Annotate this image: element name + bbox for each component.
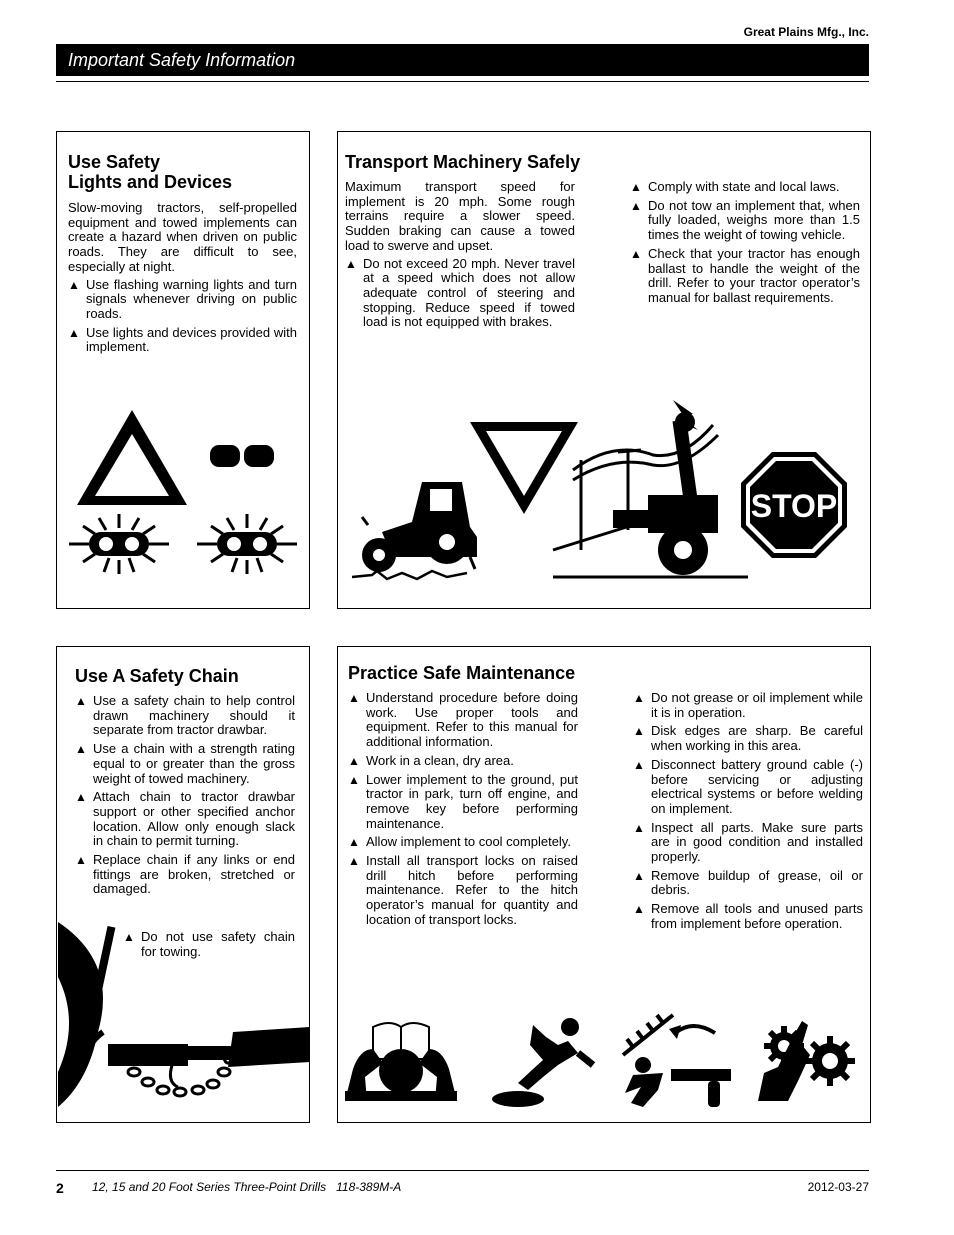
stop-sign-text: STOP	[750, 488, 838, 524]
maintenance-bullet: ▲ Understand procedure before doing work. Use proper tools and equipment. Refer to this manual for additional information.	[348, 691, 578, 750]
lights-bullet: ▲ Use flashing warning lights and turn signals whenever driving on public roads.	[68, 278, 297, 322]
transport-bullet: ▲ Do not exceed 20 mph. Never travel at a speed which does not allow adequate control of steering and stopping. Reduce speed if towed load is not equipped with brakes.	[345, 257, 575, 331]
chain-bullet: ▲ Replace chain if any links or end fittings are broken, stretched or damaged.	[75, 853, 295, 897]
section-banner: Important Safety Information	[56, 44, 869, 76]
maintenance-bullet: ▲ Lower implement to the ground, put tractor in park, turn off engine, and remove key before performing maintenance.	[348, 773, 578, 832]
safety-chain-hitch-icon	[58, 922, 310, 1107]
maintenance-bullet: ▲ Install all transport locks on raised drill hitch before performing maintenance. Refer to the hitch operator’s manual for quantity and location of transport locks.	[348, 854, 578, 928]
transport-title: Transport Machinery Safely	[345, 152, 581, 172]
banner-rule	[56, 81, 869, 82]
chain-bullet: ▲ Do not use safety chain for towing.	[123, 930, 295, 959]
transport-intro: Maximum transport speed for implement is 20 mph. Some rough terrains require a slower speed. Sudden braking can cause a towed load to swerve and upset.	[345, 179, 575, 253]
powerline-hazard-icon	[553, 400, 748, 580]
chain-bullet: ▲ Use a chain with a strength rating equal to or greater than the gross weight of towed machinery.	[75, 742, 295, 786]
maintenance-section	[337, 646, 871, 1123]
lights-title-line2: Lights and Devices	[68, 172, 233, 192]
read-manual-icon	[345, 1019, 457, 1101]
transport-section	[337, 131, 871, 609]
maintenance-bullet: ▲ Allow implement to cool completely.	[348, 835, 578, 850]
smv-triangle-icon	[77, 410, 187, 505]
company-name: Great Plains Mfg., Inc.	[743, 25, 869, 39]
maintenance-title: Practice Safe Maintenance	[348, 663, 576, 683]
lights-title-line1: Use Safety	[68, 152, 161, 172]
publication-date: 2012-03-27	[807, 1180, 869, 1194]
lights-section	[56, 131, 310, 609]
chain-section	[56, 646, 310, 1123]
lights-intro: Slow-moving tractors, self-propelled equipment and towed implements can create a hazard when driven on public roads. They are difficult to see, especially at night.	[68, 200, 297, 274]
page-number: 2	[56, 1180, 64, 1196]
lamp-pair-icon	[210, 445, 274, 467]
maintenance-bullet: ▲ Work in a clean, dry area.	[348, 754, 578, 769]
maintenance-bullet: ▲ Disconnect battery ground cable (-) before servicing or adjusting electrical systems or before welding on implement.	[633, 758, 863, 817]
tractor-icon	[352, 477, 477, 582]
slip-hazard-icon	[488, 1015, 598, 1107]
flashing-light-icon	[197, 514, 297, 574]
maintenance-bullet: ▲ Disk edges are sharp. Be careful when working in this area.	[633, 724, 863, 753]
lights-bullet: ▲ Use lights and devices provided with implement.	[68, 326, 297, 355]
transport-bullet: ▲ Do not tow an implement that, when fully loaded, weighs more than 1.5 times the weight of towing vehicle.	[630, 199, 860, 243]
transport-bullet: ▲ Comply with state and local laws.	[630, 180, 860, 195]
maintenance-bullet: ▲ Remove all tools and unused parts from implement before operation.	[633, 902, 863, 931]
stop-sign-icon	[741, 452, 847, 558]
maintenance-bullet: ▲ Remove buildup of grease, oil or debris.	[633, 869, 863, 898]
crush-hazard-icon	[623, 1015, 733, 1107]
footer-rule	[56, 1170, 869, 1171]
chain-bullet: ▲ Use a safety chain to help control drawn machinery should it separate from tractor drawbar.	[75, 694, 295, 738]
chain-bullet: ▲ Attach chain to tractor drawbar support or other specified anchor location. Allow only enough slack in chain to permit turning.	[75, 790, 295, 849]
manual-title: 12, 15 and 20 Foot Series Three-Point Drills 118-389M-A	[92, 1180, 402, 1194]
entanglement-hazard-icon	[758, 1011, 858, 1101]
maintenance-bullet: ▲ Inspect all parts. Make sure parts are in good condition and installed properly.	[633, 821, 863, 865]
maintenance-bullet: ▲ Do not grease or oil implement while it is in operation.	[633, 691, 863, 720]
transport-bullet: ▲ Check that your tractor has enough ballast to handle the weight of the drill. Refer to your tractor operator’s manual for ballast requirements.	[630, 247, 860, 306]
chain-title: Use A Safety Chain	[75, 666, 239, 686]
flashing-light-icon	[69, 514, 169, 574]
